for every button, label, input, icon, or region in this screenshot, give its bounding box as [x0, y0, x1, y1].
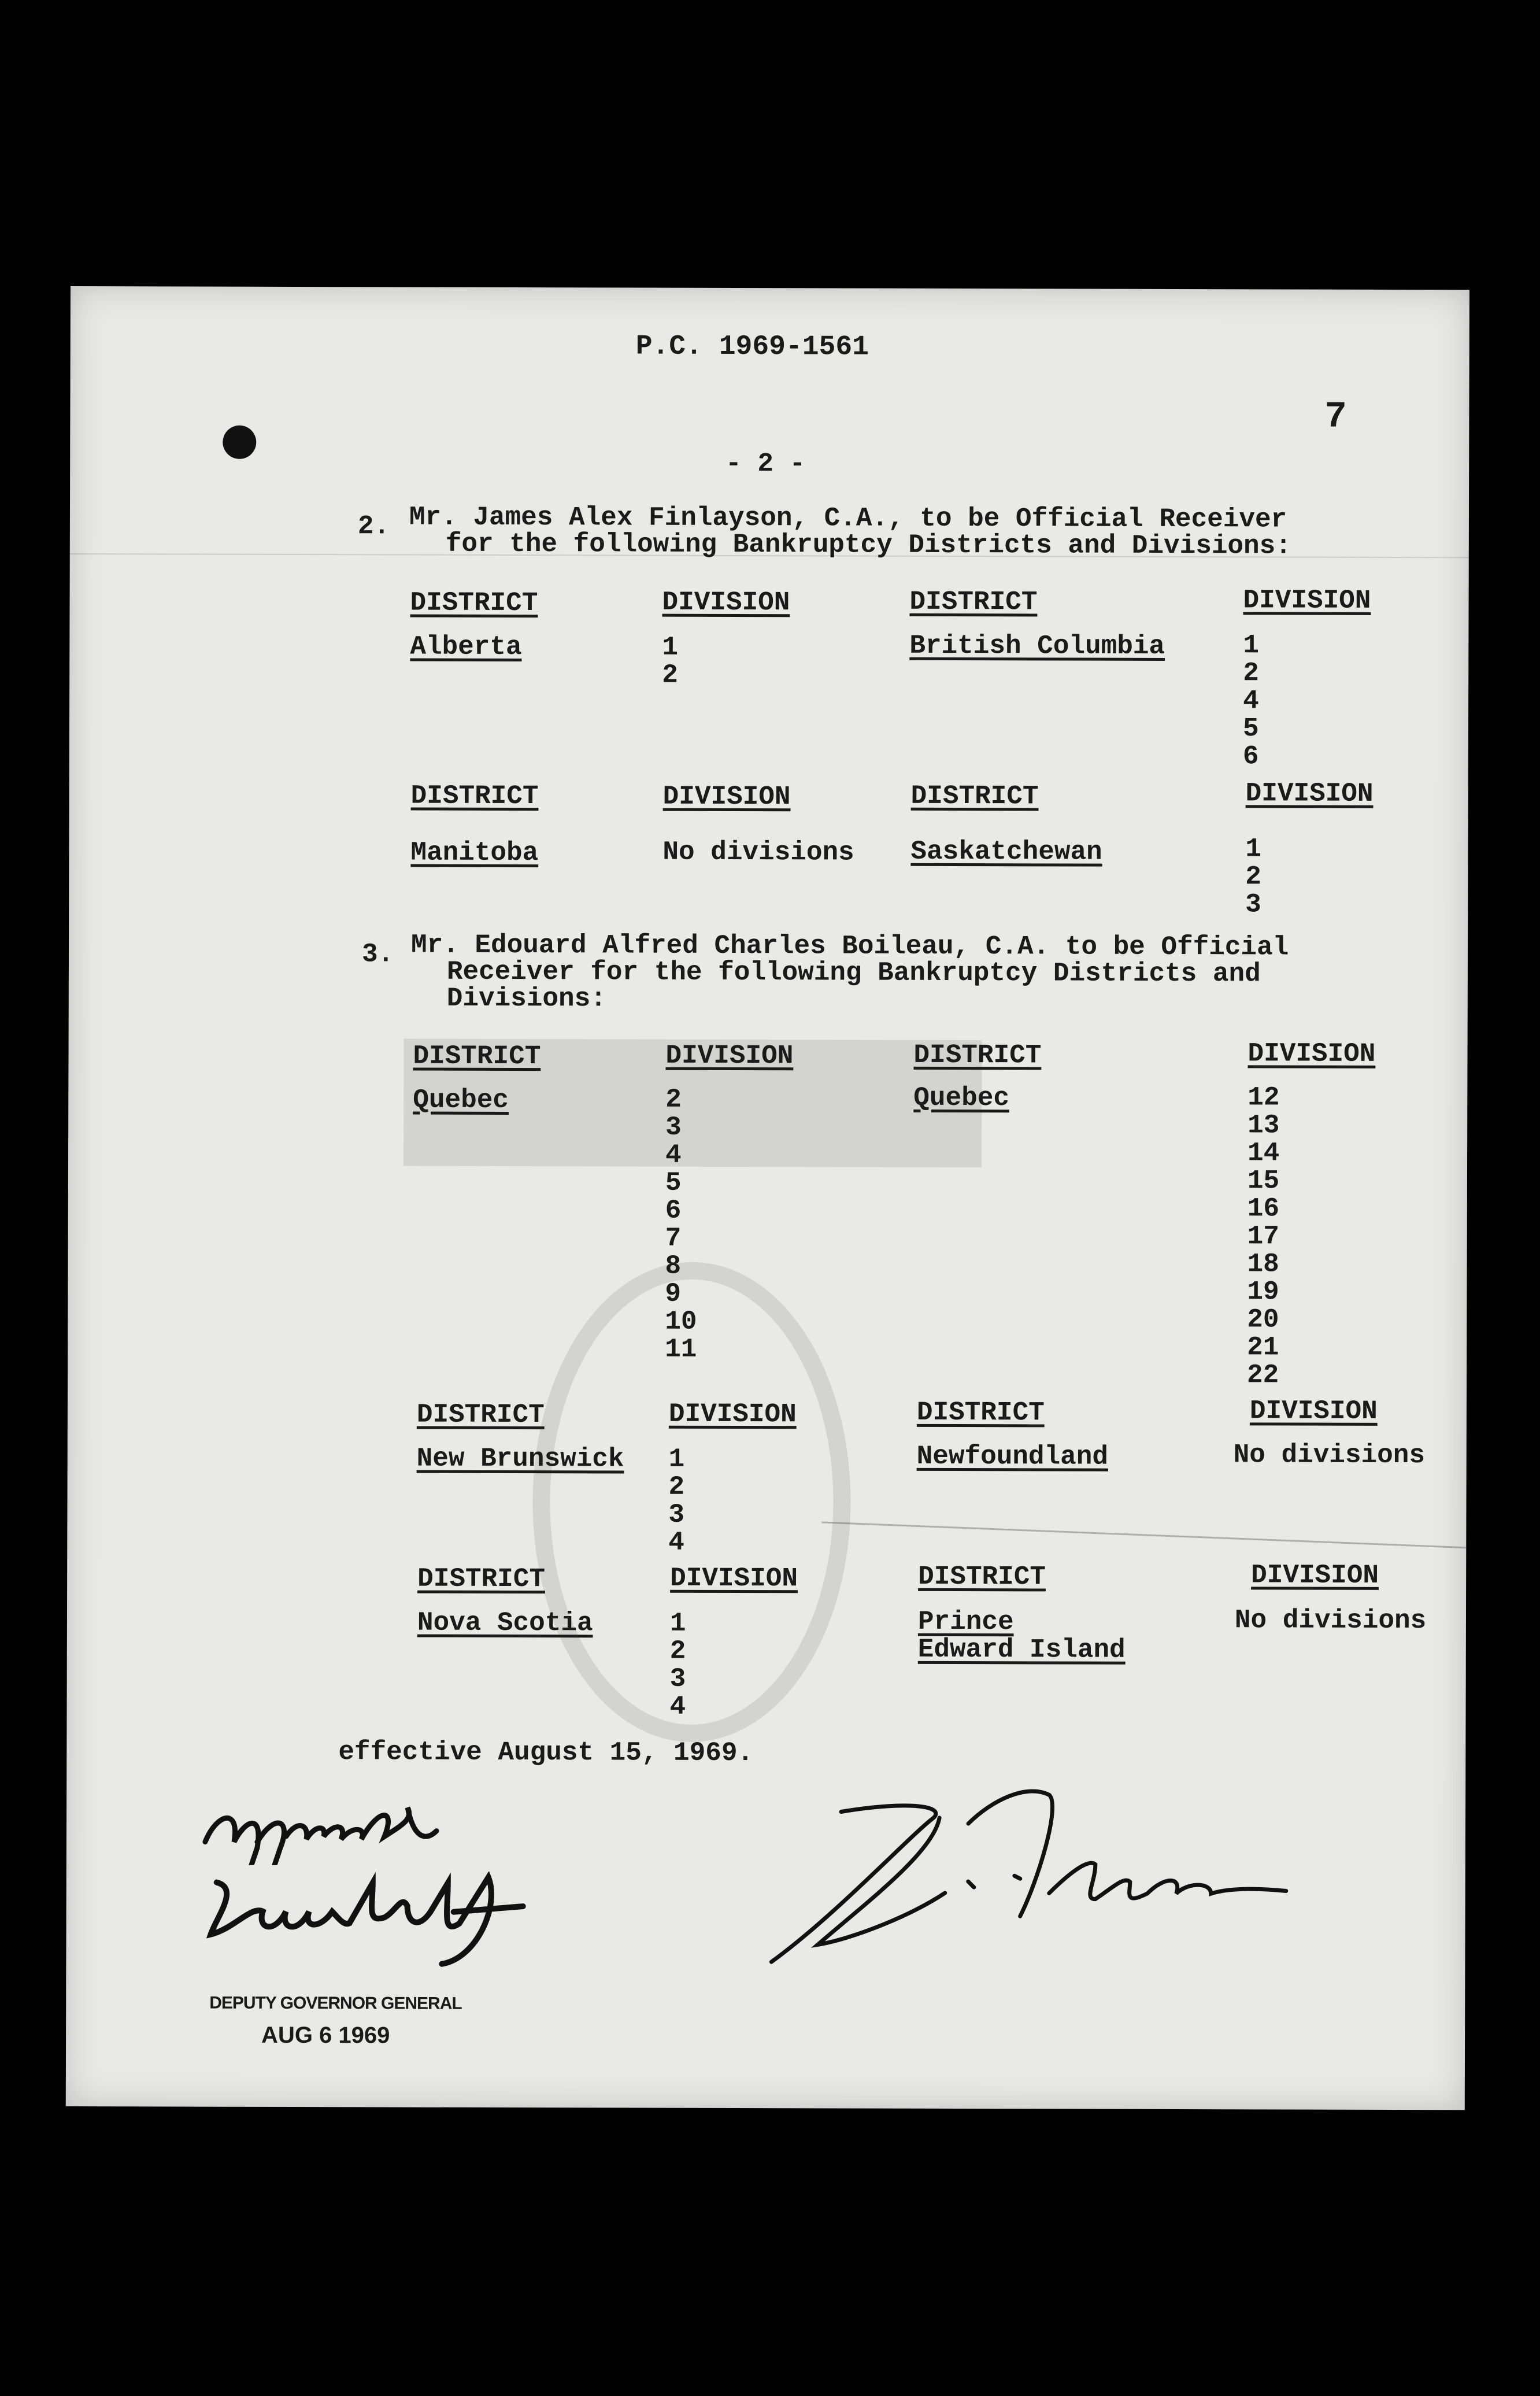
district-header: DISTRICT	[410, 587, 538, 619]
division-value: No divisions	[662, 837, 854, 868]
division-list: 1 2 4 5 6	[1242, 630, 1260, 772]
document-page	[66, 286, 1469, 2110]
stamp-date: AUG 6 1969	[261, 2022, 390, 2049]
district-header: DISTRICT	[413, 1041, 541, 1072]
district-name: Newfoundland	[916, 1441, 1109, 1472]
district-name: New Brunswick	[416, 1443, 624, 1474]
district-header: DISTRICT	[910, 781, 1039, 812]
district-header: DISTRICT	[416, 1399, 545, 1430]
district-name: British Columbia	[909, 630, 1165, 661]
division-list: 12 13 14 15 16 17 18 19 20 21 22	[1247, 1082, 1280, 1391]
district-header: DISTRICT	[916, 1397, 1045, 1428]
division-list: 1 2	[662, 632, 679, 690]
section2-line1: Mr. James Alex Finlayson, C.A., to be Official Receiver	[409, 502, 1287, 535]
district-header: DISTRICT	[909, 586, 1038, 618]
division-header: DIVISION	[1245, 778, 1374, 809]
division-header: DIVISION	[1243, 585, 1371, 616]
district-header: DISTRICT	[918, 1561, 1046, 1592]
approved-handwriting	[194, 1773, 460, 1866]
division-header: DIVISION	[662, 781, 791, 812]
district-name: Nova Scotia	[417, 1607, 593, 1639]
district-header: DISTRICT	[913, 1040, 1042, 1071]
district-name: Saskatchewan	[910, 836, 1102, 867]
division-header: DIVISION	[670, 1563, 798, 1594]
deputy-governor-stamp: DEPUTY GOVERNOR GENERAL	[209, 1993, 462, 2013]
district-header: DISTRICT	[417, 1563, 546, 1595]
section3-number: 3.	[361, 939, 394, 970]
sheet-number: 7	[1324, 396, 1347, 438]
division-value: No divisions	[1233, 1440, 1426, 1471]
division-header: DIVISION	[662, 587, 790, 618]
division-header: DIVISION	[665, 1040, 794, 1071]
division-header: DIVISION	[1251, 1560, 1379, 1591]
district-name: Prince Edward Island	[917, 1606, 1126, 1665]
effective-date: effective August 15, 1969.	[338, 1737, 754, 1769]
section3-line2: Receiver for the following Bankruptcy Districts and	[446, 956, 1261, 989]
division-header: DIVISION	[1249, 1396, 1378, 1426]
pc-number: P.C. 1969-1561	[635, 331, 869, 363]
division-list: 2 3 4 5 6 7 8 9 10 11	[665, 1084, 697, 1365]
district-name: Quebec	[913, 1082, 1010, 1114]
district-header: DISTRICT	[410, 781, 539, 812]
section2-number: 2.	[357, 511, 390, 542]
deputy-signature	[199, 1871, 557, 1970]
division-list: 1 2 3 4	[668, 1444, 685, 1558]
page-marker: - 2 -	[725, 448, 806, 479]
division-header: DIVISION	[668, 1399, 797, 1430]
division-list: 1 2 3	[1245, 834, 1262, 920]
district-name: Alberta	[410, 631, 522, 663]
section2-line2: for the following Bankruptcy Districts and Divisions:	[445, 528, 1291, 561]
section3-line3: Divisions:	[446, 983, 606, 1014]
district-name: Quebec	[413, 1085, 509, 1115]
section3-line1: Mr. Edouard Alfred Charles Boileau, C.A. to be Official	[410, 930, 1289, 963]
punch-hole	[223, 426, 256, 459]
division-value: No divisions	[1234, 1605, 1427, 1636]
prime-minister-signature	[748, 1765, 1327, 1975]
division-header: DIVISION	[1247, 1038, 1376, 1069]
district-name: Manitoba	[410, 837, 539, 868]
division-list: 1 2 3 4	[669, 1608, 686, 1722]
